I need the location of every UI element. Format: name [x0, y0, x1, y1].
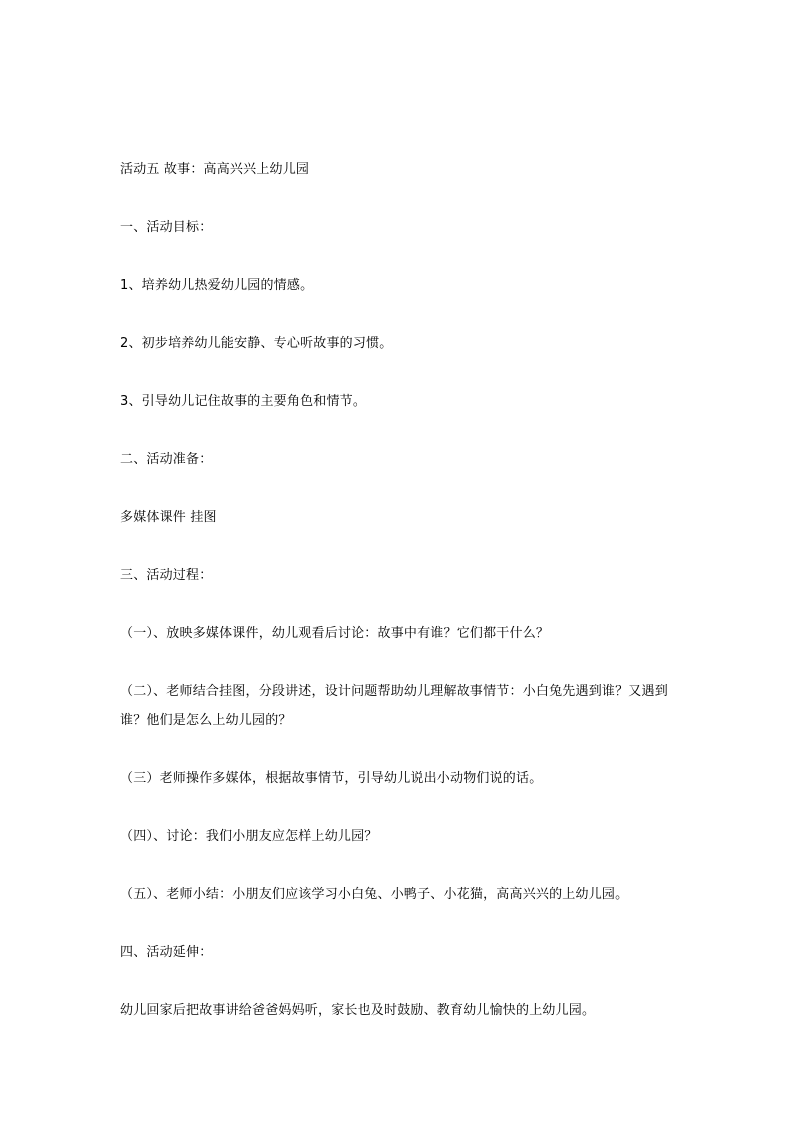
goal-item-3: 3、引导幼儿记住故事的主要角色和情节。 [120, 394, 367, 409]
process-step-5: （五）、老师小结：小朋友们应该学习小白兔、小鸭子、小花猫，高高兴兴的上幼儿园。 [120, 887, 629, 902]
goal-item-2: 2、初步培养幼儿能安静、专心听故事的习惯。 [120, 336, 393, 351]
document-title: 活动五 故事：高高兴兴上幼儿园 [120, 162, 310, 177]
goal-item-1: 1、培养幼儿热爱幼儿园的情感。 [120, 278, 314, 293]
process-step-3: （三）老师操作多媒体，根据故事情节，引导幼儿说出小动物们说的话。 [120, 771, 543, 786]
process-step-4: （四）、讨论：我们小朋友应怎样上幼儿园？ [120, 829, 378, 844]
section-heading-preparation: 二、活动准备： [120, 452, 213, 467]
extension-text: 幼儿回家后把故事讲给爸爸妈妈听，家长也及时鼓励、教育幼儿愉快的上幼儿园。 [120, 1003, 596, 1018]
preparation-text: 多媒体课件 挂图 [120, 510, 217, 525]
section-heading-goals: 一、活动目标： [120, 220, 213, 235]
process-step-2: （二）、老师结合挂图，分段讲述，设计问题帮助幼儿理解故事情节：小白兔先遇到谁？又遇到谁？他们是怎么上幼儿园的？ [120, 684, 668, 728]
process-step-1: （一）、放映多媒体课件，幼儿观看后讨论：故事中有谁？它们都干什么？ [120, 626, 550, 641]
section-heading-process: 三、活动过程： [120, 568, 213, 583]
section-heading-extension: 四、活动延伸： [120, 945, 213, 960]
